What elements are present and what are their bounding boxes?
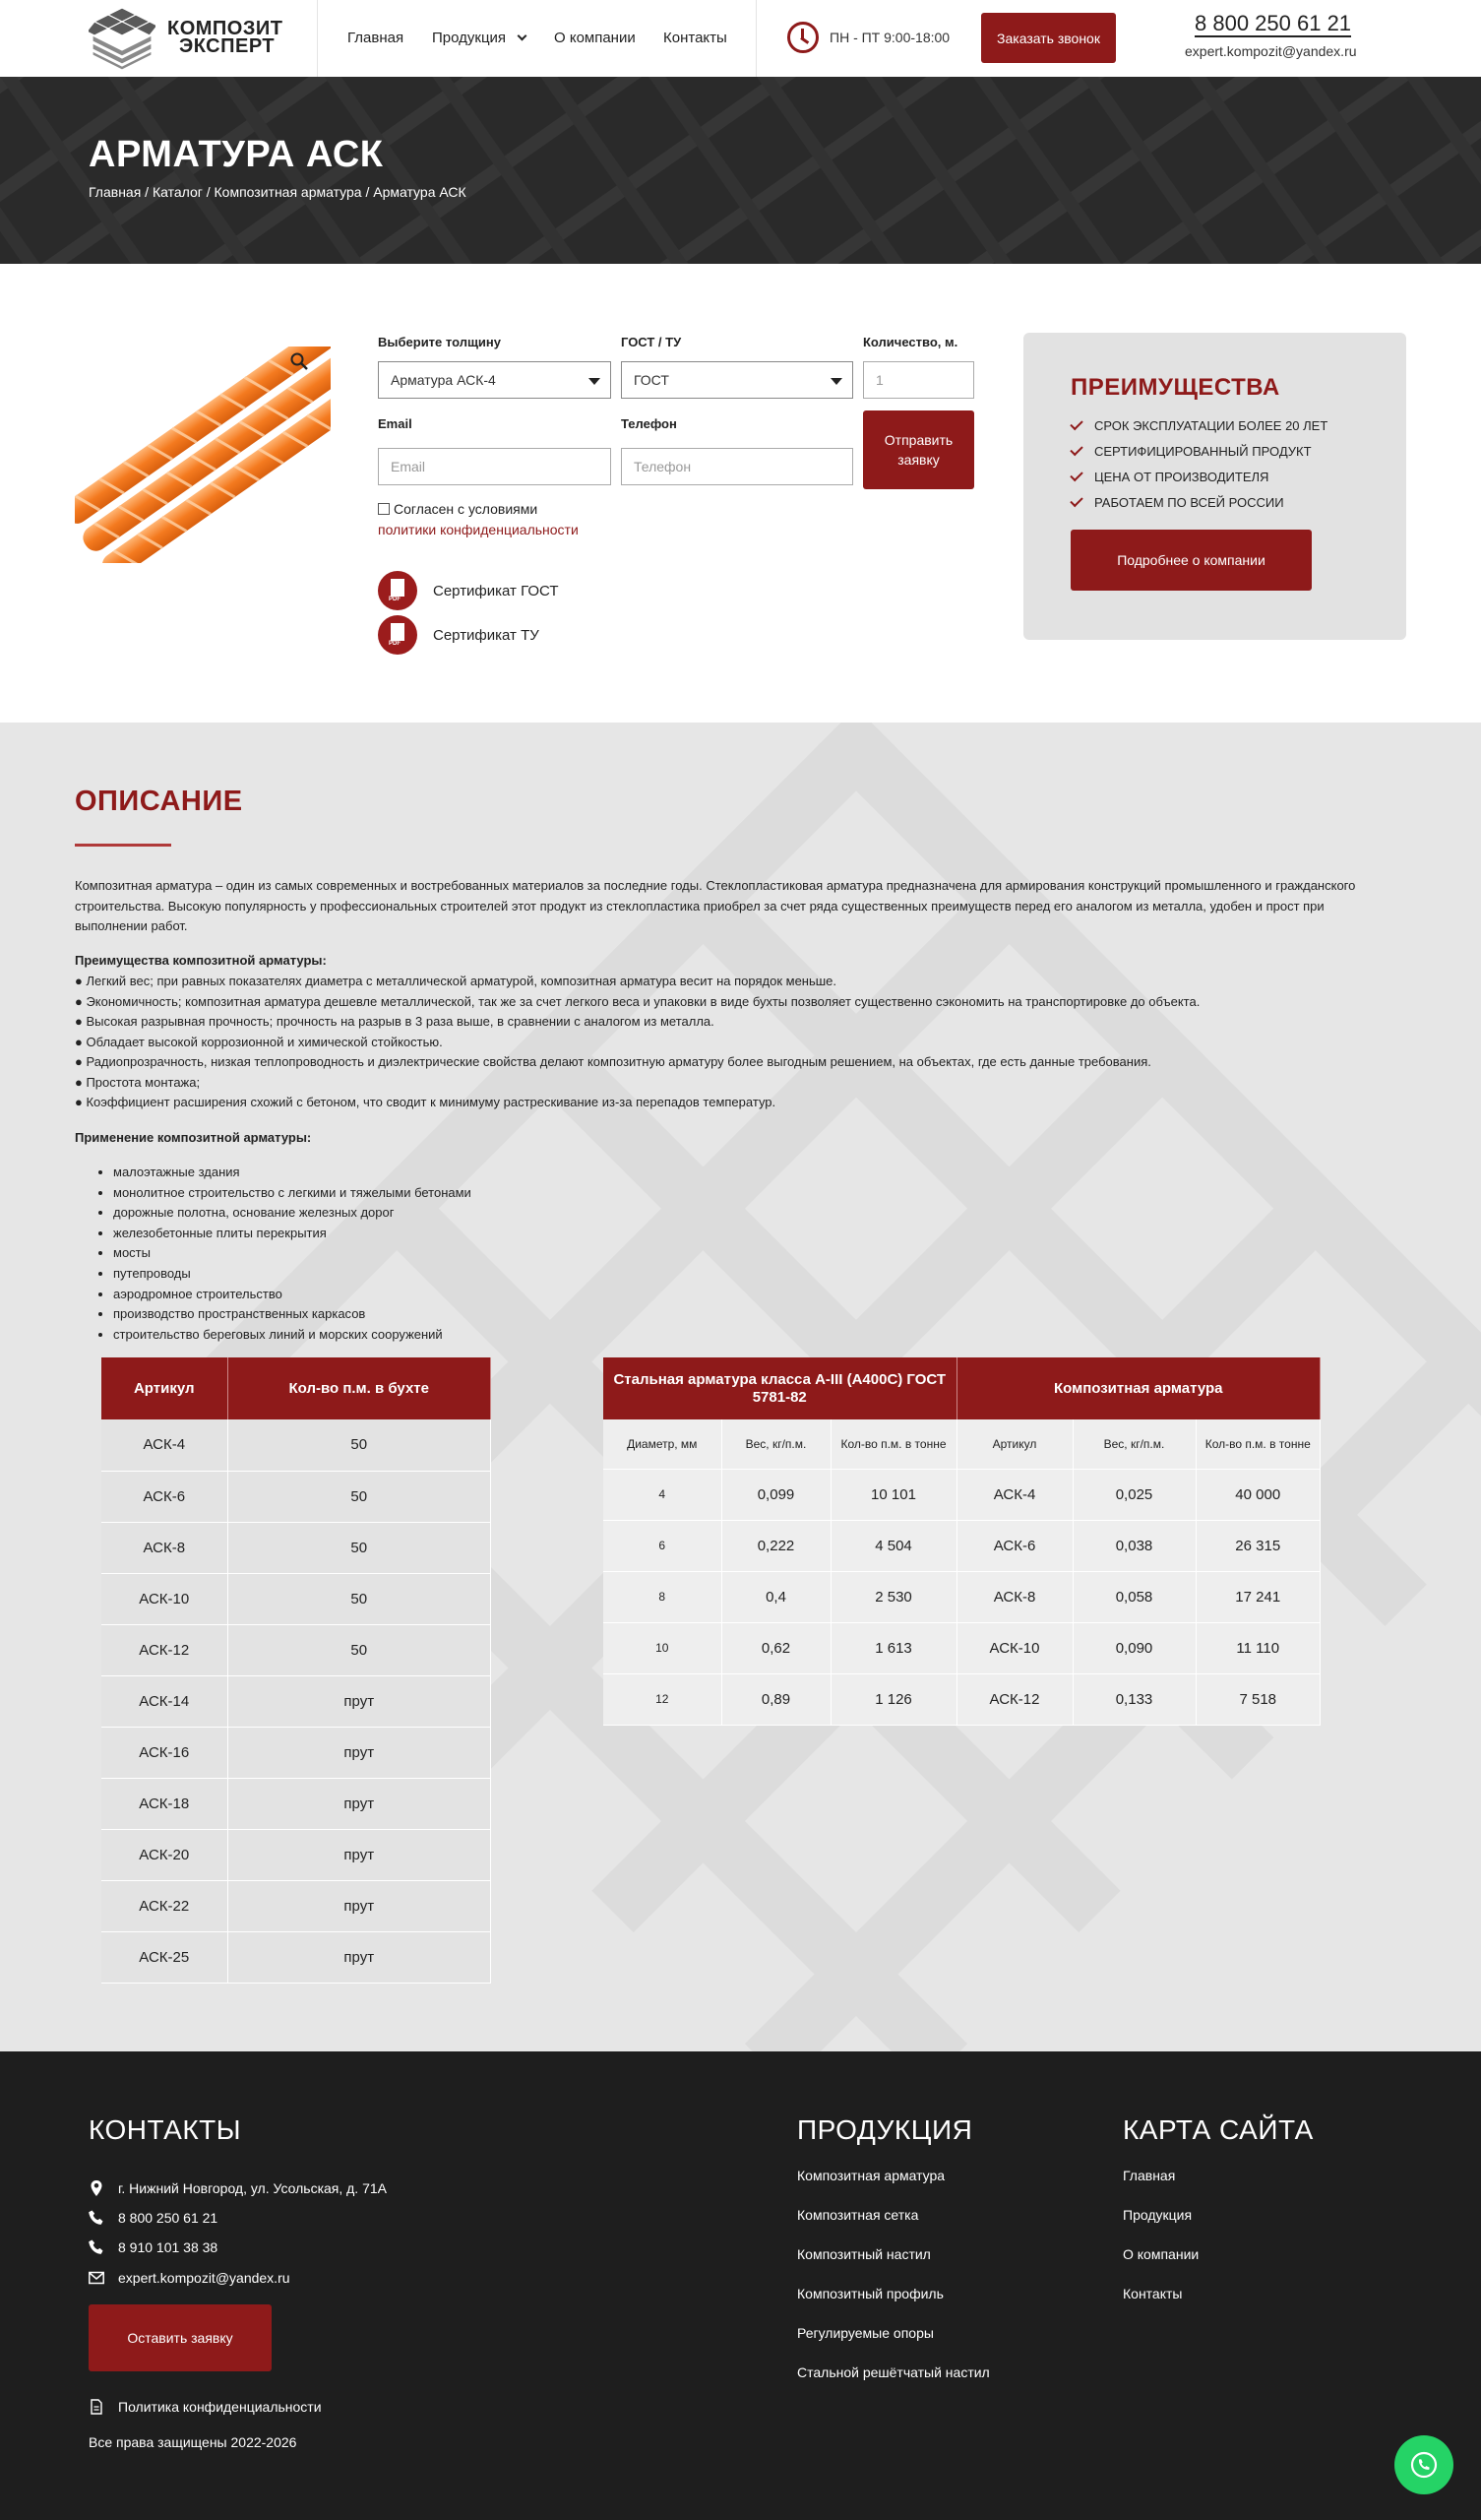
table-cell: 4 <box>603 1469 721 1520</box>
advantage-item: СЕРТИФИЦИРОВАННЫЙ ПРОДУКТ <box>1071 444 1312 459</box>
table-row <box>101 1419 491 1471</box>
advantage-item: РАБОТАЕМ ПО ВСЕЙ РОССИИ <box>1071 495 1284 510</box>
table-cell: 50 <box>227 1522 491 1573</box>
table-cell: 0,4 <box>721 1571 831 1622</box>
logo[interactable] <box>89 6 285 71</box>
list-item: • железобетонные плиты перекрытия <box>113 1224 471 1244</box>
advantage-line: ● Высокая разрывная прочность; прочность на разрыв в 3 раза выше, в сравнении с аналогом из металла. <box>75 1014 714 1029</box>
about-company-button[interactable]: Подробнее о компании <box>1071 530 1312 591</box>
clock-icon <box>787 22 819 53</box>
map-pin-icon <box>89 2180 104 2196</box>
table-cell: 50 <box>227 1624 491 1675</box>
comparison-table-body <box>603 1469 1321 1725</box>
thickness-label: Выберите толщину <box>378 335 502 349</box>
phone-icon <box>89 2239 104 2255</box>
footer-product-link[interactable]: Композитная арматура <box>797 2168 946 2183</box>
table-cell: АСК-20 <box>101 1829 227 1880</box>
site-footer <box>0 2051 1481 2520</box>
working-hours: ПН - ПТ 9:00-18:00 <box>830 30 951 45</box>
application-list <box>113 1163 471 1345</box>
table-row <box>603 1622 1321 1673</box>
table-cell: прут <box>227 1829 491 1880</box>
quantity-input[interactable]: 1 <box>863 361 974 399</box>
certificate-gost-label: Сертификат ГОСТ <box>433 582 559 599</box>
footer-privacy-policy[interactable]: Политика конфиденциальности <box>89 2399 322 2415</box>
breadcrumb[interactable]: Главная / Каталог / Композитная арматура / Арматура АСК <box>89 184 466 200</box>
list-item: • монолитное строительство с легкими и тяжелыми бетонами <box>113 1183 471 1204</box>
advantage-line: ● Экономичность; композитная арматура дешевле металлической, так же за счет легкого веса и упаковки в виде бухты позволяет существенно сэкономить на транспортировке до объекта. <box>75 993 1201 1009</box>
check-icon <box>1070 494 1082 507</box>
page-title: АРМАТУРА АСК <box>89 134 384 175</box>
table-header: Артикул <box>101 1357 227 1419</box>
list-item: • производство пространственных каркасов <box>113 1304 471 1325</box>
table-cell: 50 <box>227 1419 491 1471</box>
table-subheader: Вес, кг/п.м. <box>1073 1419 1196 1469</box>
table-cell: АСК-4 <box>956 1469 1073 1520</box>
advantage-line: ● Легкий вес; при равных показателях диаметра с металлической арматурой, композитная арматура весит на порядок меньше. <box>75 974 837 988</box>
header-email[interactable]: expert.kompozit@yandex.ru <box>1185 43 1357 59</box>
table-cell: прут <box>227 1675 491 1727</box>
footer-products-title: ПРОДУКЦИЯ <box>797 2114 973 2145</box>
table-cell: АСК-12 <box>956 1673 1073 1725</box>
table-subheader: Диаметр, мм <box>603 1419 721 1469</box>
table-cell: 4 504 <box>831 1520 956 1571</box>
pdf-icon <box>378 615 417 655</box>
footer-phone-1[interactable]: 8 800 250 61 21 <box>89 2210 217 2226</box>
footer-contacts-title: КОНТАКТЫ <box>89 2114 242 2145</box>
application-heading: Применение композитной арматуры: <box>75 1130 312 1145</box>
phone-icon <box>89 2210 104 2226</box>
caret-down-icon <box>831 378 842 385</box>
table-cell: 7 518 <box>1196 1673 1321 1725</box>
table-group-header: Стальная арматура класса А-III (А400С) ГОСТ 5781-82 <box>603 1357 956 1419</box>
table-cell: 0,62 <box>721 1622 831 1673</box>
gost-select[interactable] <box>621 361 853 399</box>
consent-checkbox[interactable] <box>378 503 390 515</box>
nav-contacts[interactable]: Контакты <box>663 30 727 46</box>
footer-phone-2[interactable]: 8 910 101 38 38 <box>89 2239 217 2255</box>
consent-checkbox-row[interactable] <box>378 501 537 517</box>
phone-input[interactable]: Телефон <box>621 448 853 485</box>
table-cell: 2 530 <box>831 1571 956 1622</box>
description-intro: Композитная арматура – один из самых современных и востребованных материалов за последние годы. Стеклопластиковая арматура предназначена для армирования конструкций промышленного и гражданского строительства. Высокую популярность у профессиональных строителей этот продукт из стеклопластика приобрел за счет ряда существенных преимуществ перед его аналогом из металла, удобен и прост при выполнении работ. <box>75 878 1356 933</box>
nav-divider <box>317 0 318 77</box>
email-input[interactable]: Email <box>378 448 611 485</box>
table-row <box>101 1522 491 1573</box>
caret-down-icon <box>588 378 600 385</box>
footer-product-link[interactable]: Композитная сетка <box>797 2207 919 2223</box>
whatsapp-button[interactable] <box>1394 2435 1453 2494</box>
check-icon <box>1070 417 1082 430</box>
table-cell: 0,099 <box>721 1469 831 1520</box>
consent-text: Согласен с условиями <box>394 501 538 517</box>
table-cell: прут <box>227 1727 491 1778</box>
table-subheader: Кол-во п.м. в тонне <box>831 1419 956 1469</box>
table-header: Кол-во п.м. в бухте <box>227 1357 491 1419</box>
table-cell: 10 101 <box>831 1469 956 1520</box>
table-cell: прут <box>227 1778 491 1829</box>
table-cell: 11 110 <box>1196 1622 1321 1673</box>
footer-product-link[interactable]: Композитный настил <box>797 2246 931 2262</box>
table-cell: 6 <box>603 1520 721 1571</box>
table-cell: АСК-22 <box>101 1880 227 1931</box>
table-row <box>101 1573 491 1624</box>
thickness-select[interactable] <box>378 361 611 399</box>
footer-product-link[interactable]: Стальной решётчатый настил <box>797 2364 990 2380</box>
table-row <box>101 1931 491 1983</box>
table-row <box>603 1571 1321 1622</box>
footer-email[interactable]: expert.kompozit@yandex.ru <box>89 2270 290 2286</box>
footer-address: г. Нижний Новгород, ул. Усольская, д. 71А <box>89 2180 387 2196</box>
table-row <box>101 1778 491 1829</box>
advantages-list <box>75 972 1393 1113</box>
table-cell: АСК-8 <box>101 1522 227 1573</box>
description-title: ОПИСАНИЕ <box>75 786 243 817</box>
quantity-label: Количество, м. <box>863 335 958 349</box>
table-cell: АСК-16 <box>101 1727 227 1778</box>
table-cell: 26 315 <box>1196 1520 1321 1571</box>
list-item: • путепроводы <box>113 1264 471 1285</box>
table-cell: АСК-10 <box>101 1573 227 1624</box>
table-subheader: Вес, кг/п.м. <box>721 1419 831 1469</box>
whatsapp-icon <box>1409 2450 1439 2480</box>
nav-products[interactable] <box>432 30 525 46</box>
privacy-policy-link[interactable]: политики конфиденциальности <box>378 522 579 537</box>
table-cell: 8 <box>603 1571 721 1622</box>
certificate-gost[interactable] <box>378 571 559 610</box>
product-image[interactable] <box>75 346 331 563</box>
table-row <box>101 1624 491 1675</box>
table-cell: АСК-8 <box>956 1571 1073 1622</box>
gost-label: ГОСТ / ТУ <box>621 335 682 349</box>
table-cell: АСК-12 <box>101 1624 227 1675</box>
table-cell: 0,89 <box>721 1673 831 1725</box>
table-subheader: Артикул <box>956 1419 1073 1469</box>
nav-products-label: Продукция <box>432 30 507 46</box>
table-cell: АСК-25 <box>101 1931 227 1983</box>
nav-home[interactable]: Главная <box>347 30 404 46</box>
site-header <box>0 0 1481 77</box>
footer-sitemap-link[interactable]: Продукция <box>1123 2207 1193 2223</box>
table-cell: 0,133 <box>1073 1673 1196 1725</box>
certificate-tu-label: Сертификат ТУ <box>433 626 539 644</box>
list-item: • аэродромное строительство <box>113 1285 471 1305</box>
email-label: Email <box>378 416 412 431</box>
comparison-table <box>603 1357 1321 1726</box>
check-icon <box>1070 443 1082 456</box>
table-cell: АСК-10 <box>956 1622 1073 1673</box>
advantage-line: ● Радиопрозрачность, низкая теплопроводность и диэлектрические свойства делают композитную арматуру более выгодным решением, на объектах, где есть данные требования. <box>75 1054 1151 1069</box>
table-cell: 0,222 <box>721 1520 831 1571</box>
nav-about[interactable]: О компании <box>554 30 636 46</box>
table-cell: 0,058 <box>1073 1571 1196 1622</box>
table-cell: 50 <box>227 1471 491 1522</box>
footer-product-link[interactable]: Регулируемые опоры <box>797 2325 934 2341</box>
footer-sitemap-link[interactable]: Контакты <box>1123 2286 1183 2301</box>
advantage-line: ● Обладает высокой коррозионной и химической стойкостью. <box>75 1034 443 1049</box>
table-cell: 12 <box>603 1673 721 1725</box>
table-row <box>603 1520 1321 1571</box>
document-icon <box>89 2399 104 2415</box>
logo-cubes-icon <box>89 6 155 71</box>
send-request-button[interactable]: Отправить заявку <box>863 410 974 489</box>
footer-sitemap-link[interactable]: О компании <box>1123 2246 1200 2262</box>
list-item: • дорожные полотна, основание железных дорог <box>113 1203 471 1224</box>
advantage-item: ЦЕНА ОТ ПРОИЗВОДИТЕЛЯ <box>1071 470 1268 484</box>
table-row <box>101 1727 491 1778</box>
table-cell: 0,025 <box>1073 1469 1196 1520</box>
logo-line-1: КОМПОЗИТ <box>167 18 283 39</box>
coil-table <box>101 1357 491 1984</box>
table-cell: 10 <box>603 1622 721 1673</box>
table-cell: АСК-6 <box>101 1471 227 1522</box>
table-group-header: Композитная арматура <box>956 1357 1321 1419</box>
chevron-down-icon <box>518 32 527 41</box>
table-cell: 50 <box>227 1573 491 1624</box>
advantages-title: ПРЕИМУЩЕСТВА <box>1071 374 1280 401</box>
table-row <box>101 1829 491 1880</box>
table-row <box>603 1673 1321 1725</box>
advantage-line: ● Коэффициент расширения схожий с бетоном, что сводит к минимуму растрескивание из-за перепадов температур. <box>75 1095 776 1109</box>
check-icon <box>1070 469 1082 481</box>
nav-divider <box>756 0 757 77</box>
table-cell: АСК-18 <box>101 1778 227 1829</box>
advantages-heading: Преимущества композитной арматуры: <box>75 953 327 968</box>
table-cell: 40 000 <box>1196 1469 1321 1520</box>
table-subheader: Кол-во п.м. в тонне <box>1196 1419 1321 1469</box>
table-cell: 17 241 <box>1196 1571 1321 1622</box>
thickness-value: Арматура АСК-4 <box>391 372 496 388</box>
order-call-button[interactable]: Заказать звонок <box>981 13 1116 63</box>
table-row <box>101 1471 491 1522</box>
advantage-line: ● Простота монтажа; <box>75 1074 201 1090</box>
table-cell: 1 613 <box>831 1622 956 1673</box>
table-cell: АСК-14 <box>101 1675 227 1727</box>
leave-request-button[interactable]: Оставить заявку <box>89 2304 272 2371</box>
table-cell: АСК-4 <box>101 1419 227 1471</box>
table-row <box>101 1675 491 1727</box>
table-row <box>603 1469 1321 1520</box>
footer-sitemap-title: КАРТА САЙТА <box>1123 2114 1314 2145</box>
pdf-icon <box>378 571 417 610</box>
title-underline <box>75 844 171 847</box>
phone-label: Телефон <box>621 416 677 431</box>
table-cell: 1 126 <box>831 1673 956 1725</box>
advantage-item: СРОК ЭКСПЛУАТАЦИИ БОЛЕЕ 20 ЛЕТ <box>1071 418 1327 433</box>
list-item: • строительство береговых линий и морских сооружений <box>113 1325 471 1346</box>
table-cell: прут <box>227 1931 491 1983</box>
list-item: • мосты <box>113 1243 471 1264</box>
zoom-icon[interactable] <box>290 352 308 370</box>
table-cell: АСК-6 <box>956 1520 1073 1571</box>
footer-sitemap-link[interactable]: Главная <box>1123 2168 1176 2183</box>
certificate-tu[interactable] <box>378 615 539 655</box>
logo-line-2: ЭКСПЕРТ <box>179 35 276 57</box>
gost-value: ГОСТ <box>634 372 669 388</box>
coil-table-body <box>101 1419 491 1983</box>
envelope-icon <box>89 2270 104 2286</box>
table-cell: 0,090 <box>1073 1622 1196 1673</box>
footer-product-link[interactable]: Композитный профиль <box>797 2286 944 2301</box>
table-row <box>101 1880 491 1931</box>
table-cell: 0,038 <box>1073 1520 1196 1571</box>
list-item: • малоэтажные здания <box>113 1163 471 1183</box>
table-cell: прут <box>227 1880 491 1931</box>
advantages-card <box>1023 333 1406 640</box>
header-phone[interactable]: 8 800 250 61 21 <box>1195 11 1352 35</box>
page-hero <box>0 77 1481 264</box>
copyright: Все права защищены 2022-2026 <box>89 2434 297 2450</box>
